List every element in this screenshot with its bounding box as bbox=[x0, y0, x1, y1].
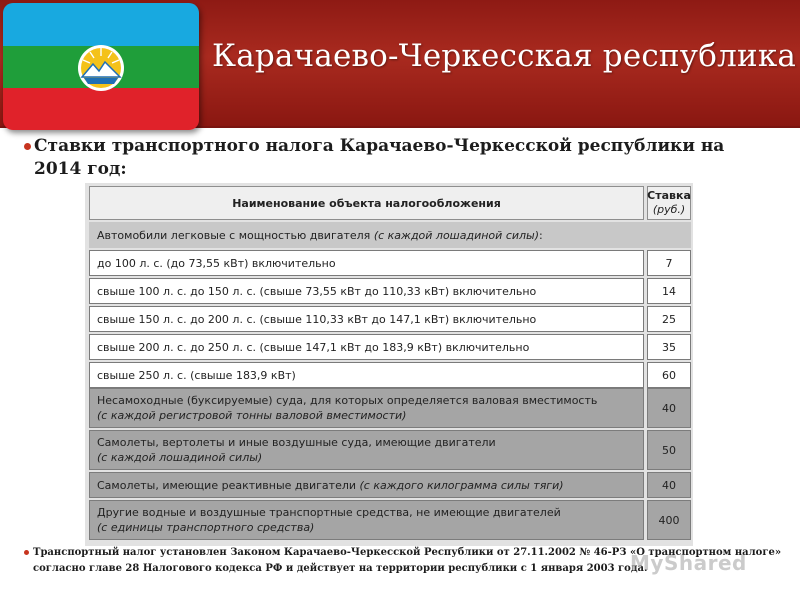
row-name: до 100 л. с. (до 73,55 кВт) включительно bbox=[89, 250, 644, 276]
section-heading: Ставки транспортного налога Карачаево-Черкесской республики на 2014 год: bbox=[34, 136, 725, 179]
group-label bbox=[89, 222, 691, 248]
row-name-line: Самолеты, вертолеты и иные воздушные суда, имеющие двигатели bbox=[97, 436, 496, 449]
row-rate: 40 bbox=[647, 472, 691, 498]
header-rate-label: Ставка bbox=[647, 189, 691, 202]
table-row bbox=[85, 306, 693, 332]
footer-note: Транспортный налог установлен Законом Карачаево-Черкесской Республики от 27.11.2002 № 46-РЗ «О транспортном налоге» согласно главе 28 Налогового кодекса РФ и действует на территории республики с 1 января 2003 года. bbox=[33, 547, 782, 574]
table-row bbox=[85, 362, 693, 388]
table-header-row bbox=[85, 186, 693, 220]
table-row bbox=[85, 472, 693, 498]
row-rate: 14 bbox=[647, 278, 691, 304]
table-row bbox=[85, 388, 693, 428]
header-rate-unit: (руб.) bbox=[652, 203, 686, 216]
row-rate: 40 bbox=[647, 388, 691, 428]
row-name: свыше 150 л. с. до 200 л. с. (свыше 110,33 кВт до 147,1 кВт) включительно bbox=[89, 306, 644, 332]
header-banner bbox=[0, 0, 800, 128]
tax-rate-table bbox=[85, 183, 693, 546]
republic-flag bbox=[3, 3, 199, 130]
row-name bbox=[89, 500, 644, 540]
header-rate bbox=[647, 186, 691, 220]
page-title: Карачаево-Черкесская республика bbox=[212, 38, 797, 74]
row-name: свыше 250 л. с. (свыше 183,9 кВт) bbox=[89, 362, 644, 388]
row-name-line: Другие водные и воздушные транспортные средства, не имеющие двигателей bbox=[97, 506, 561, 519]
bullet-icon bbox=[24, 143, 31, 150]
row-name bbox=[89, 430, 644, 470]
table-row bbox=[85, 430, 693, 470]
row-rate: 7 bbox=[647, 250, 691, 276]
row-name: свыше 200 л. с. до 250 л. с. (свыше 147,1 кВт до 183,9 кВт) включительно bbox=[89, 334, 644, 360]
row-rate: 400 bbox=[647, 500, 691, 540]
flag-stripe-blue bbox=[3, 3, 199, 46]
table-row bbox=[85, 250, 693, 276]
row-name-note: (с единицы транспортного средства) bbox=[97, 521, 315, 534]
row-name-line: Самолеты, имеющие реактивные двигатели bbox=[97, 478, 357, 492]
row-name-note: (с каждой лошадиной силы) bbox=[97, 451, 263, 464]
row-rate: 50 bbox=[647, 430, 691, 470]
row-name-line: Несамоходные (буксируемые) суда, для которых определяется валовая вместимость bbox=[97, 394, 598, 407]
watermark: MyShared bbox=[630, 551, 747, 575]
sun-mountain-emblem-icon bbox=[76, 43, 126, 93]
row-name bbox=[89, 388, 644, 428]
row-rate: 35 bbox=[647, 334, 691, 360]
group-label-text: Автомобили легковые с мощностью двигателя bbox=[97, 228, 371, 242]
group-label-note: (с каждой лошадиной силы) bbox=[373, 228, 540, 242]
table-row bbox=[85, 278, 693, 304]
row-name-note: (с каждого килограмма силы тяги) bbox=[359, 478, 564, 492]
row-name: свыше 100 л. с. до 150 л. с. (свыше 73,55 кВт до 110,33 кВт) включительно bbox=[89, 278, 644, 304]
row-name-note: (с каждой регистровой тонны валовой вместимости) bbox=[97, 409, 407, 422]
row-rate: 25 bbox=[647, 306, 691, 332]
flag-stripe-red bbox=[3, 88, 199, 130]
group-row-cars bbox=[85, 222, 693, 248]
table-row bbox=[85, 334, 693, 360]
bullet-icon bbox=[24, 550, 29, 555]
row-rate: 60 bbox=[647, 362, 691, 388]
table-row bbox=[85, 500, 693, 540]
row-name bbox=[89, 472, 644, 498]
group-label-tail: : bbox=[539, 228, 543, 242]
header-object-name: Наименование объекта налогообложения bbox=[89, 186, 644, 220]
